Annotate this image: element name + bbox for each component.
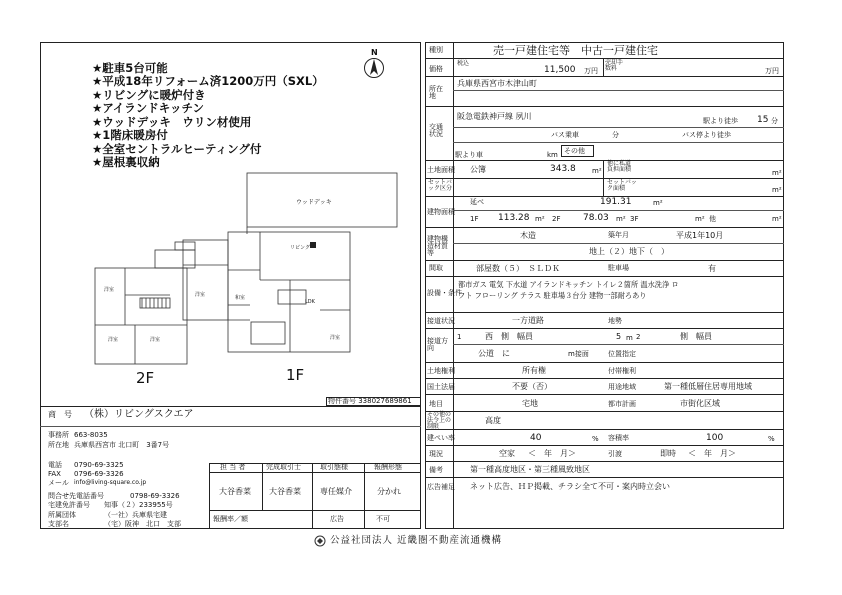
city-plan-label: 都市計画 [608,400,636,408]
row-line-3 [425,106,784,107]
ad-value: 不可 [376,515,390,523]
parking-label: 駐車場 [608,264,629,272]
staff-header-2: 完成取引士 [266,463,301,471]
bus-label: バス乗車 [551,131,579,139]
road-sub-line [453,344,784,345]
layout-label: 間取 [429,264,443,272]
road-dir-label: 接道方向 [427,337,448,352]
row-line-10 [425,312,784,313]
mail: info@living-square.co.jp [74,479,147,486]
tel: 0790-69-3325 [74,461,124,469]
ad-note-label: 広告補足 [427,483,455,491]
staff-value-2: 大谷香菜 [269,487,301,496]
price: 11,500 [544,65,576,75]
traffic-sub-1 [453,127,784,128]
fax-label: FAX [48,470,61,478]
staff-header-3: 取引態様 [320,463,348,471]
company-top-line [40,406,421,407]
row-line-7 [425,227,784,228]
far-unit: % [768,435,775,443]
ad-note: ネット広告、ＨＰ掲載、チラシ全て不可・案内時立会い [470,482,670,491]
license-label: 宅建免許番号 [48,501,90,509]
equipment-1: 都市ガス 電気 下水道 アイランドキッチン トイレ２箇所 温水洗浄 ロ [458,280,679,289]
f2-label: 2F [552,215,561,223]
land-area: 343.8 [550,164,576,174]
mail-label: メール [48,479,69,487]
address: 兵庫県西宮市 北口町 3番7号 [74,441,170,449]
room-1f-4: 洋室 [330,335,341,341]
office-label: 事務所 [48,431,69,439]
room-1f-1: リビング [290,245,310,251]
far: 100 [706,433,724,443]
location-sub-line [453,90,784,91]
limits-label: その他の法令上の制限 [427,411,452,430]
road-num-2: 2 [636,333,641,341]
room-2f-4: 洋室 [195,292,206,298]
land-area-label: 土地面積 [427,166,455,174]
footer: 公益社団法人 近畿圏不動産流通機構 [330,535,503,546]
station-car-label: 駅より車 [455,151,483,159]
coverage-unit: % [592,435,599,443]
equipment-2: フト フローリング テラス 駐車場３台分 建物一部耐ろあり [458,291,647,300]
feature-4: ★アイランドキッチン [92,101,204,115]
traffic-label: 交通状況 [429,123,443,138]
total-area-unit: m² [653,199,663,207]
room-2f-3: 洋室 [150,337,161,343]
handover-label: 引渡 [608,450,622,458]
room-2f-1: 洋室 [104,287,115,293]
equipment-label: 設備・条件 [427,289,462,297]
right-label-col [453,42,454,529]
city-plan: 市街化区域 [680,399,720,408]
building-area-label: 建物面積 [427,208,455,216]
setback-label: セットバック区分 [428,179,453,192]
road: 一方道路 [512,316,544,325]
price-unit: 万円 [584,67,598,75]
land-type: 公簿 [470,165,486,174]
position-label: 位置指定 [608,350,636,358]
km-unit: km [547,151,558,159]
structure: 木造 [520,231,536,240]
far-label: 容積率 [608,434,629,442]
north-label: N [371,48,378,57]
staff-value-1: 大谷香菜 [219,487,251,496]
f2-unit: m² [616,215,626,223]
other-label: その他 [564,147,585,155]
association-logo-icon [314,535,326,547]
land-law: 不要（否） [512,382,552,391]
total-area-label: 延べ [470,198,484,206]
f1-unit: m² [535,215,545,223]
floor-plan [90,170,420,370]
feature-1: ★駐車5台可能 [92,61,168,75]
north-arrow-icon [363,56,385,80]
land-cat: 宅地 [522,399,538,408]
built-label: 築年月 [608,231,629,239]
road-dir-1: 西 側 幅員 [485,332,533,341]
tel-label: 電話 [48,461,62,469]
land-law-label: 国土法届 [427,383,455,391]
row-line-17 [425,445,784,446]
contact-width: m接面 [568,350,589,358]
walk-unit: 分 [771,117,778,125]
company-name-label: 商 号 [48,410,72,419]
kind-label: 種別 [429,46,443,54]
building-sub-line [453,210,784,211]
bus-stop-label: バス停より徒歩 [682,131,731,139]
setback-area-unit: m² [772,186,782,194]
private-road-unit: m² [772,169,782,177]
structure-sub-line [453,243,784,244]
staff-header-4: 報酬形態 [374,463,402,471]
floors: 地上（２）地下（ ） [589,247,669,256]
feature-3: ★リビングに暖炉付き [92,88,206,102]
remarks-label: 備考 [429,466,443,474]
coverage-label: 建ぺい率 [427,434,455,442]
room-1f-3: LDK [305,299,315,305]
built: 平成1年10月 [676,231,724,240]
room-2f-2: 洋室 [108,337,119,343]
other-area-label: 他 [709,215,716,223]
land-area-unit: m² [592,167,602,175]
feature-5: ★ウッドデッキ ウリン材使用 [92,115,252,129]
limits: 高度 [485,416,501,425]
staff-value-3: 専任媒介 [320,487,352,496]
staff-value-4: 分かれ [377,487,401,496]
total-area: 191.31 [600,197,632,207]
company-name-line [40,426,421,427]
line: 阪急電鉄神戸線 夙川 [457,112,532,121]
row-line-19 [425,477,784,478]
row-line-14 [425,394,784,395]
status: 空家 [499,449,515,458]
traffic-sub-2 [453,142,784,143]
f1-area: 113.28 [498,213,530,223]
feature-6: ★1階床暖房付 [92,128,168,142]
structure-label: 建物構造材質等 [427,235,448,257]
parking: 有 [708,264,716,273]
row-line-2 [425,76,784,77]
row-line-16 [425,429,784,430]
price-label: 価格 [429,65,443,73]
room-1f-2: 和室 [235,295,246,301]
land-cat-label: 地目 [429,400,443,408]
feature-8: ★屋根裏収納 [92,155,160,169]
status-label: 現況 [429,450,443,458]
property-number: 物件番号 338027689861 [328,397,412,405]
row-line-11 [425,328,784,329]
handover: 即時 [660,449,676,458]
other-area-unit: m² [772,215,782,223]
company-name: （株）リビングスクエア [84,409,194,420]
walk-label: 駅より徒歩 [703,117,738,125]
f1-label: 1F [470,215,479,223]
public-road: 公道 に [478,349,510,358]
road-width-unit-1: m [626,334,633,342]
office-zip: 663-8035 [74,431,108,439]
setback-area-label: セットバック面積 [607,179,637,192]
bus-unit: 分 [612,131,619,139]
row-line-15 [425,411,784,412]
terrain-label: 地勢 [608,317,622,325]
floor-1f-label: 1F [286,366,305,384]
price-sub: 税込 [457,60,470,67]
location: 兵庫県西宮市木津山町 [457,79,537,88]
floor-2f-label: 2F [136,369,155,387]
row-line-5 [425,178,784,179]
f3-label: 3F [630,215,639,223]
f3-unit: m² [695,215,705,223]
staff-col-2 [312,463,313,529]
row-line-9 [425,276,784,277]
lease-label: 付帯権利 [608,367,636,375]
mgmt-unit: 万円 [765,67,779,75]
row-line-18 [425,461,784,462]
remarks-rate-label: 報酬率／額 [213,515,248,523]
road-num-1: 1 [457,333,462,341]
contact-label: 問合せ先電話番号 [48,492,104,500]
price-sep [603,58,604,76]
road-label: 接道状況 [427,317,455,325]
handover-unit: ＜ 年 月＞ [688,449,736,458]
land-sep [603,160,604,178]
zoning-label: 用途地域 [608,383,636,391]
walk: 15 [757,115,769,125]
license: 知事（２）233955号 [104,501,173,509]
staff-col-1 [262,463,263,510]
branch: （宅）阪神 北口 支部 [104,520,181,528]
setback-sep [603,178,604,196]
feature-7: ★全室セントラルヒーティング付 [92,142,262,156]
remarks: 第一種高度地区・第三種風致地区 [470,465,590,474]
staff-col-3 [364,463,365,529]
coverage: 40 [530,433,542,443]
assoc: （一社）兵庫県宅建 [104,511,167,519]
row-line-4 [425,160,784,161]
contact: 0798-69-3326 [130,492,180,500]
mgmt-label: 売却手数料 [605,59,624,72]
land-rights: 所有権 [522,366,546,375]
staff-header-1: 担 当 者 [220,463,246,471]
kind: 売一戸建住宅等 中古一戸建住宅 [493,44,658,57]
private-road-label: 他に私道負担面積 [607,160,632,173]
fax: 0796-69-3326 [74,470,124,478]
ad-label: 広告 [330,515,344,523]
zoning: 第一種低層住居専用地域 [664,382,752,391]
feature-2: ★平成18年リフォーム済1200万円（SXL） [92,74,324,88]
status-unit: ＜ 年 月＞ [528,449,576,458]
row-line-8 [425,260,784,261]
staff-header-line [209,472,421,473]
wood-deck-label: ウッドデッキ [296,199,332,206]
staff-value-line [209,510,421,511]
land-rights-label: 土地権利 [427,367,455,375]
f2-area: 78.03 [583,213,609,223]
location-label: 所在地 [429,85,443,100]
branch-label: 支部名 [48,520,69,528]
row-line-12 [425,362,784,363]
road-width-1: 5 [616,332,622,341]
road-dir-2: 側 幅員 [680,332,712,341]
layout: 部屋数（５） ＳＬＤＫ [476,264,560,273]
assoc-label: 所属団体 [48,511,76,519]
row-line-13 [425,378,784,379]
address-label: 所在地 [48,441,69,449]
